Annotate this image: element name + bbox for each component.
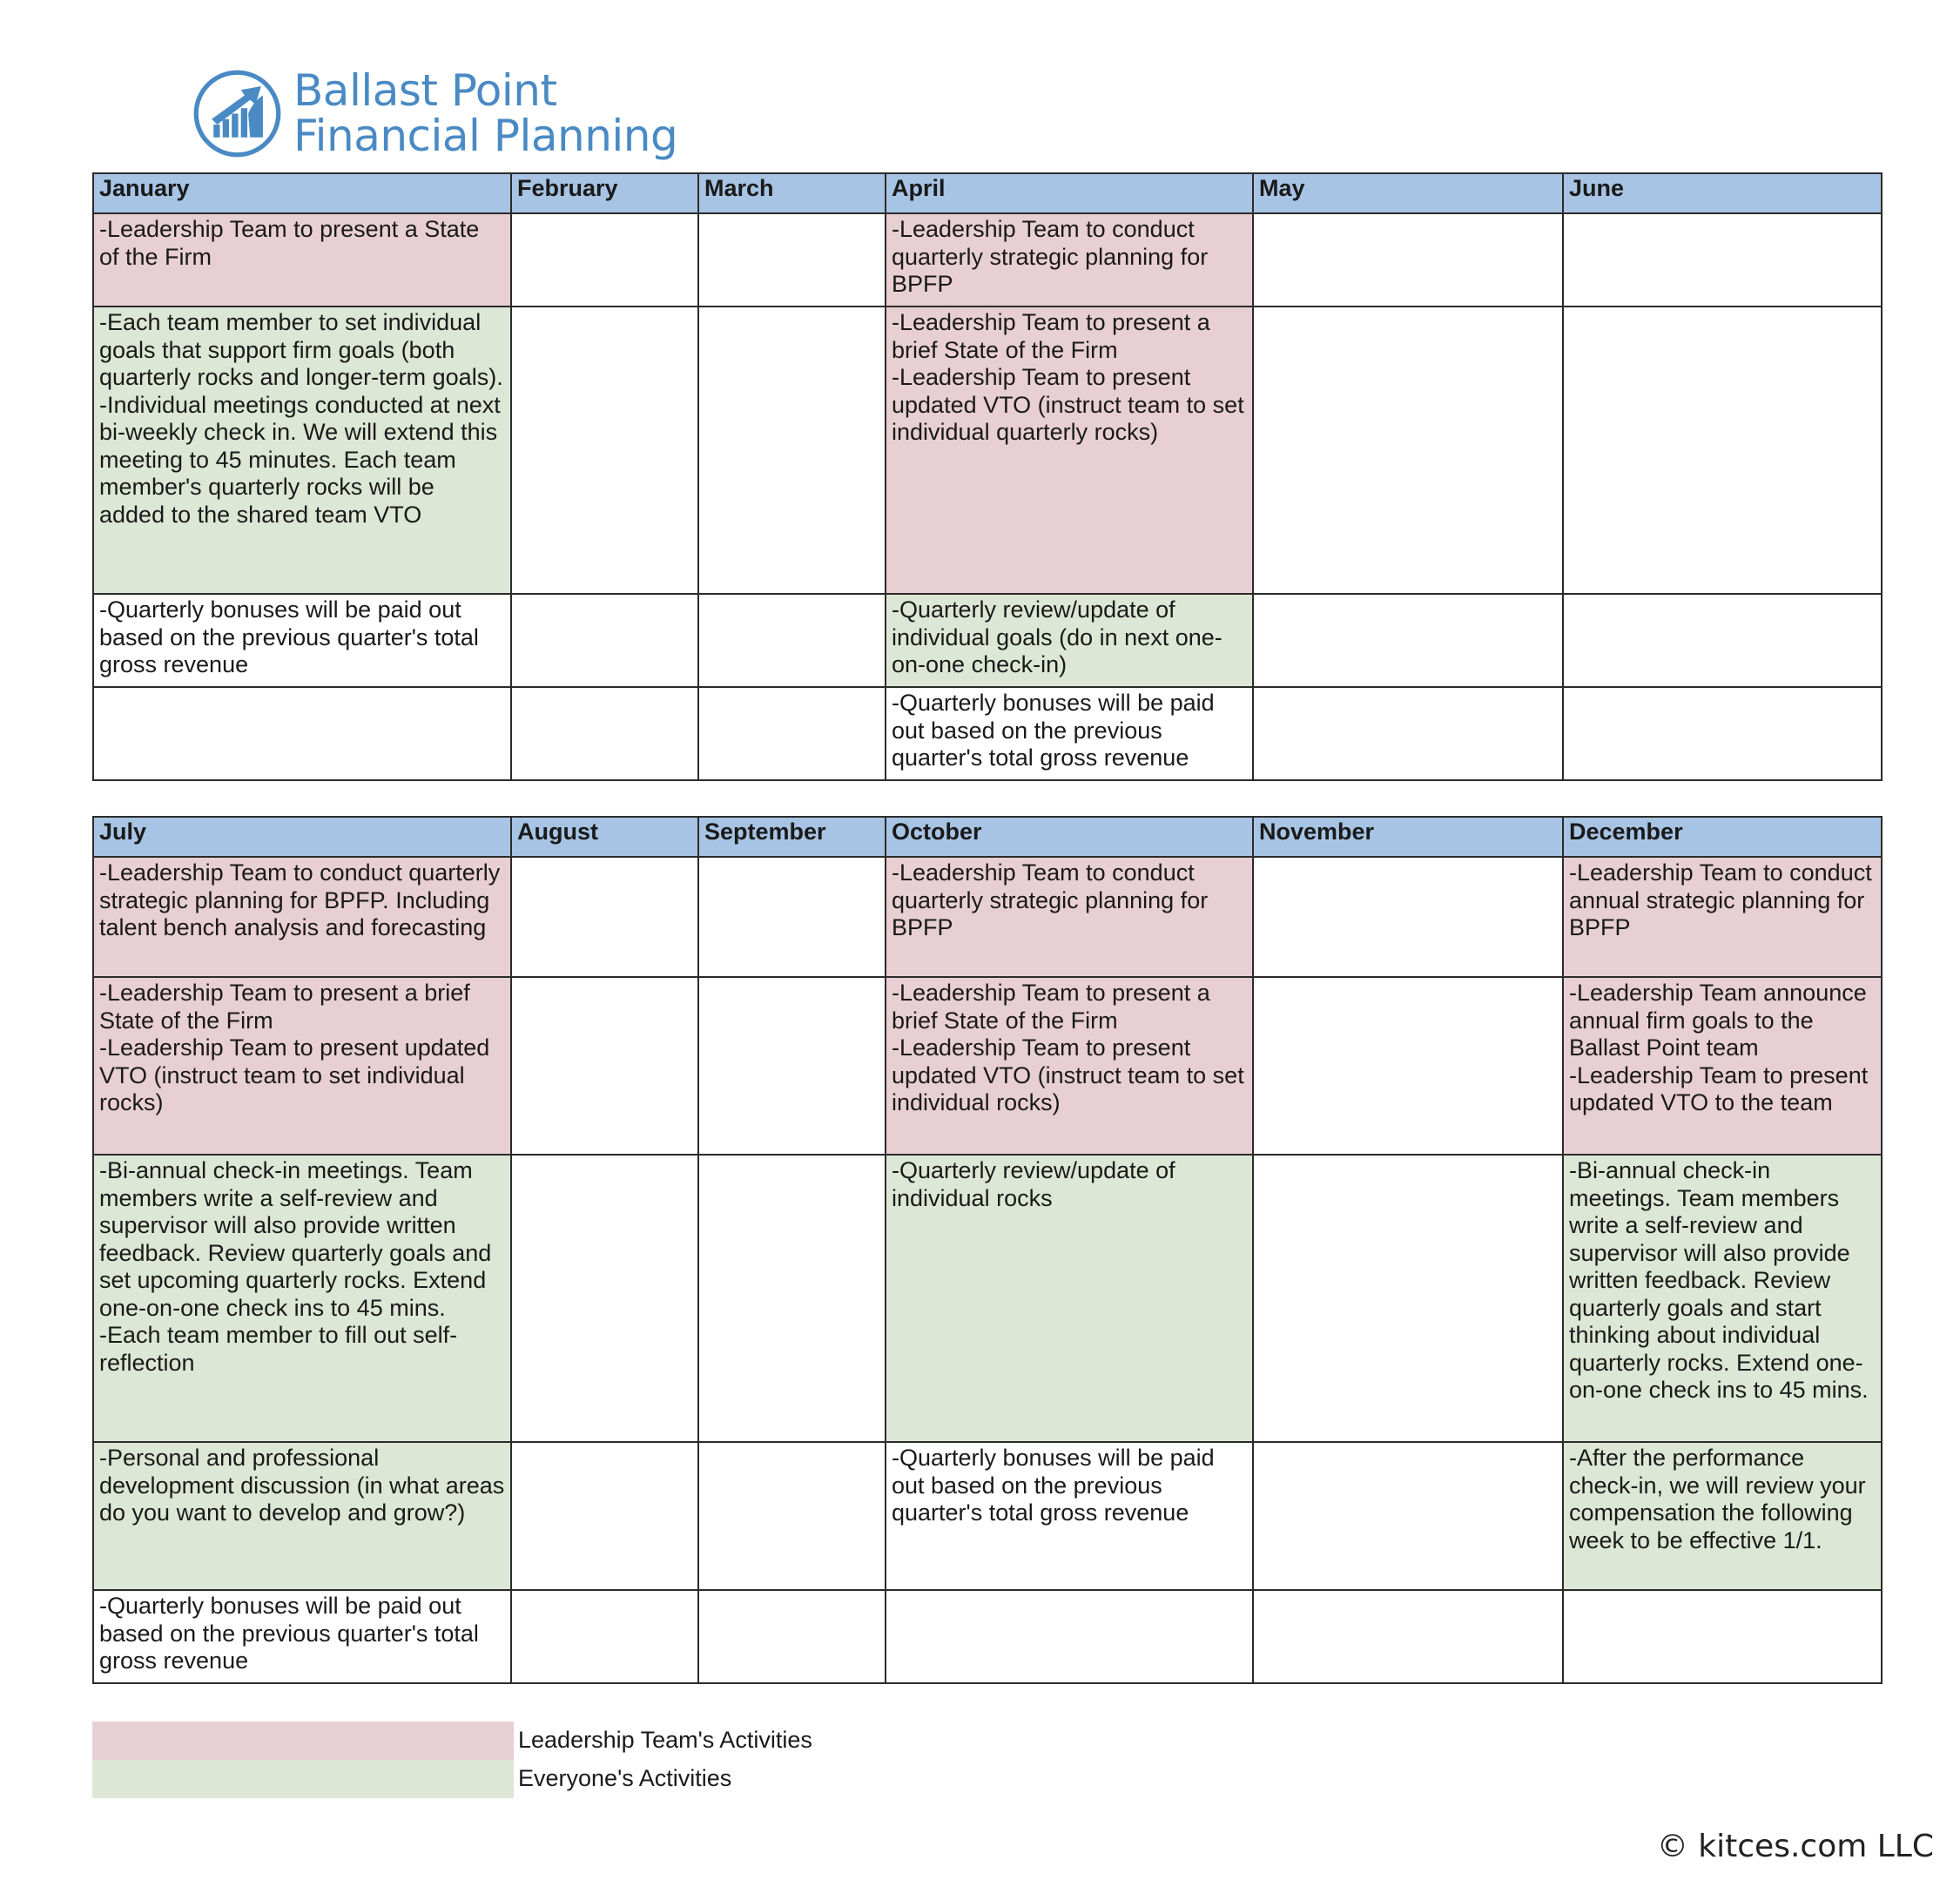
- cell-june: [1563, 594, 1882, 687]
- cell-september: [698, 1155, 886, 1442]
- legend-everyone-swatch: [92, 1760, 514, 1798]
- cell-april: [886, 213, 1253, 307]
- cell-july: [93, 1155, 511, 1442]
- cell-october: [886, 1155, 1253, 1442]
- activity-text: -Leadership Team to conduct annual strategic planning for BPFP: [1569, 859, 1872, 940]
- activity-text: -Quarterly review/update of individual rocks: [892, 1157, 1175, 1211]
- cell-february: [511, 213, 698, 307]
- second-half-body: [93, 857, 1882, 1683]
- table-row: [93, 1155, 1882, 1442]
- cell-june: [1563, 213, 1882, 307]
- cell-december: [1563, 977, 1882, 1155]
- cell-april: [886, 687, 1253, 780]
- cell-march: [698, 594, 886, 687]
- cell-may: [1253, 594, 1563, 687]
- second-half-table: [92, 816, 1883, 1684]
- month-header-october: October: [886, 817, 1253, 857]
- cell-october: [886, 857, 1253, 977]
- cell-july: [93, 977, 511, 1155]
- month-header-july: July: [93, 817, 511, 857]
- cell-september: [698, 1590, 886, 1683]
- activity-text: -Personal and professional development discussion (in what areas do you want to develop and grow?): [99, 1445, 505, 1526]
- month-header-december: December: [1563, 817, 1882, 857]
- month-header-april: April: [886, 173, 1253, 213]
- activity-text: -Leadership Team to present a brief State of the Firm -Leadership Team to present updated VTO (instruct team to set individual rocks): [99, 980, 490, 1115]
- cell-november: [1253, 1155, 1563, 1442]
- month-header-september: September: [698, 817, 886, 857]
- cell-november: [1253, 1442, 1563, 1590]
- cell-december: [1563, 1155, 1882, 1442]
- cell-july: [93, 1442, 511, 1590]
- cell-october: [886, 1442, 1253, 1590]
- activity-text: -Leadership Team to conduct quarterly strategic planning for BPFP: [892, 859, 1209, 940]
- cell-february: [511, 687, 698, 780]
- cell-december: [1563, 1442, 1882, 1590]
- month-header-may: May: [1253, 173, 1563, 213]
- activity-text: -Quarterly bonuses will be paid out based on the previous quarter's total gross revenue: [99, 1593, 479, 1674]
- activity-text: -Leadership Team to conduct quarterly strategic planning for BPFP. Including talent bench analysis and forecasting: [99, 859, 501, 940]
- cell-november: [1253, 977, 1563, 1155]
- month-header-february: February: [511, 173, 698, 213]
- cell-july: [93, 1590, 511, 1683]
- table-row: [93, 857, 1882, 977]
- table-row: [93, 977, 1882, 1155]
- activity-text: -Leadership Team to present a brief State of the Firm -Leadership Team to present updated VTO (instruct team to set individual rocks): [892, 980, 1244, 1115]
- activity-text: -Bi-annual check-in meetings. Team members write a self-review and supervisor will also provide written feedback. Review quarterly goals and start thinking about individual quarterly rocks. Extend one-on-one check ins to 45 mins.: [1569, 1157, 1869, 1403]
- table-row: [93, 687, 1882, 780]
- first-half-table: [92, 172, 1883, 781]
- table-row: [93, 1442, 1882, 1590]
- cell-december: [1563, 857, 1882, 977]
- cell-february: [511, 594, 698, 687]
- cell-august: [511, 1590, 698, 1683]
- cell-february: [511, 307, 698, 594]
- cell-january: [93, 213, 511, 307]
- cell-january: [93, 687, 511, 780]
- cell-august: [511, 857, 698, 977]
- month-header-august: August: [511, 817, 698, 857]
- activity-text: -Leadership Team to present a State of the Firm: [99, 216, 480, 270]
- cell-september: [698, 857, 886, 977]
- activity-text: -Quarterly bonuses will be paid out based on the previous quarter's total gross revenue: [99, 596, 479, 677]
- table-row: [93, 594, 1882, 687]
- cell-august: [511, 1442, 698, 1590]
- activity-text: -Each team member to set individual goals that support firm goals (both quarterly rocks and longer-term goals). -Individual meetings conducted at next bi-weekly check in. We will extend this meeting to 45 minutes. Each team member's quarterly rocks will be added to the shared team VTO: [99, 309, 503, 528]
- cell-may: [1253, 213, 1563, 307]
- cell-september: [698, 977, 886, 1155]
- month-header-november: November: [1253, 817, 1563, 857]
- cell-september: [698, 1442, 886, 1590]
- activity-text: -Quarterly bonuses will be paid out based on the previous quarter's total gross revenue: [892, 1445, 1215, 1526]
- cell-april: [886, 594, 1253, 687]
- legend-leadership-label: Leadership Team's Activities: [518, 1727, 812, 1753]
- month-header-june: June: [1563, 173, 1882, 213]
- activity-text: -Leadership Team announce annual firm goals to the Ballast Point team -Leadership Team to present updated VTO to the team: [1569, 980, 1869, 1115]
- cell-march: [698, 307, 886, 594]
- cell-march: [698, 687, 886, 780]
- cell-june: [1563, 307, 1882, 594]
- table-row: [93, 213, 1882, 307]
- cell-december: [1563, 1590, 1882, 1683]
- activity-text: -Bi-annual check-in meetings. Team members write a self-review and supervisor will also provide written feedback. Review quarterly goals and set upcoming quarterly rocks. Extend one-on-one check ins to 45 mins. -Each team member to fill out self-reflection: [99, 1157, 492, 1376]
- activity-text: -Leadership Team to present a brief State of the Firm -Leadership Team to present updated VTO (instruct team to set individual quarterly rocks): [892, 309, 1244, 445]
- first-half-body: [93, 213, 1882, 780]
- cell-may: [1253, 307, 1563, 594]
- cell-august: [511, 977, 698, 1155]
- activity-text: -Leadership Team to conduct quarterly strategic planning for BPFP: [892, 216, 1209, 297]
- table-row: [93, 1590, 1882, 1683]
- legend-leadership: [92, 1722, 876, 1760]
- logo: [192, 61, 677, 165]
- cell-april: [886, 307, 1253, 594]
- cell-october: [886, 1590, 1253, 1683]
- chart-arrow-logo-icon: [192, 68, 283, 159]
- cell-may: [1253, 687, 1563, 780]
- logo-line1: Ballast Point: [293, 65, 557, 116]
- legend-everyone-label: Everyone's Activities: [518, 1765, 732, 1791]
- activity-text: -Quarterly review/update of individual goals (do in next one-on-one check-in): [892, 596, 1222, 677]
- cell-november: [1253, 857, 1563, 977]
- cell-march: [698, 213, 886, 307]
- cell-october: [886, 977, 1253, 1155]
- cell-august: [511, 1155, 698, 1442]
- copyright-text: © kitces.com LLC: [1656, 1829, 1934, 1864]
- cell-january: [93, 307, 511, 594]
- legend-leadership-swatch: [92, 1722, 514, 1760]
- activity-text: -After the performance check-in, we will review your compensation the following week to be effective 1/1.: [1569, 1445, 1866, 1553]
- cell-january: [93, 594, 511, 687]
- logo-text: [293, 65, 678, 161]
- cell-june: [1563, 687, 1882, 780]
- cell-july: [93, 857, 511, 977]
- activity-text: -Quarterly bonuses will be paid out based on the previous quarter's total gross revenue: [892, 690, 1215, 771]
- month-header-january: January: [93, 173, 511, 213]
- logo-line2: Financial Planning: [293, 111, 678, 161]
- cell-november: [1253, 1590, 1563, 1683]
- table-row: [93, 307, 1882, 594]
- legend-everyone: [92, 1760, 876, 1798]
- month-header-march: March: [698, 173, 886, 213]
